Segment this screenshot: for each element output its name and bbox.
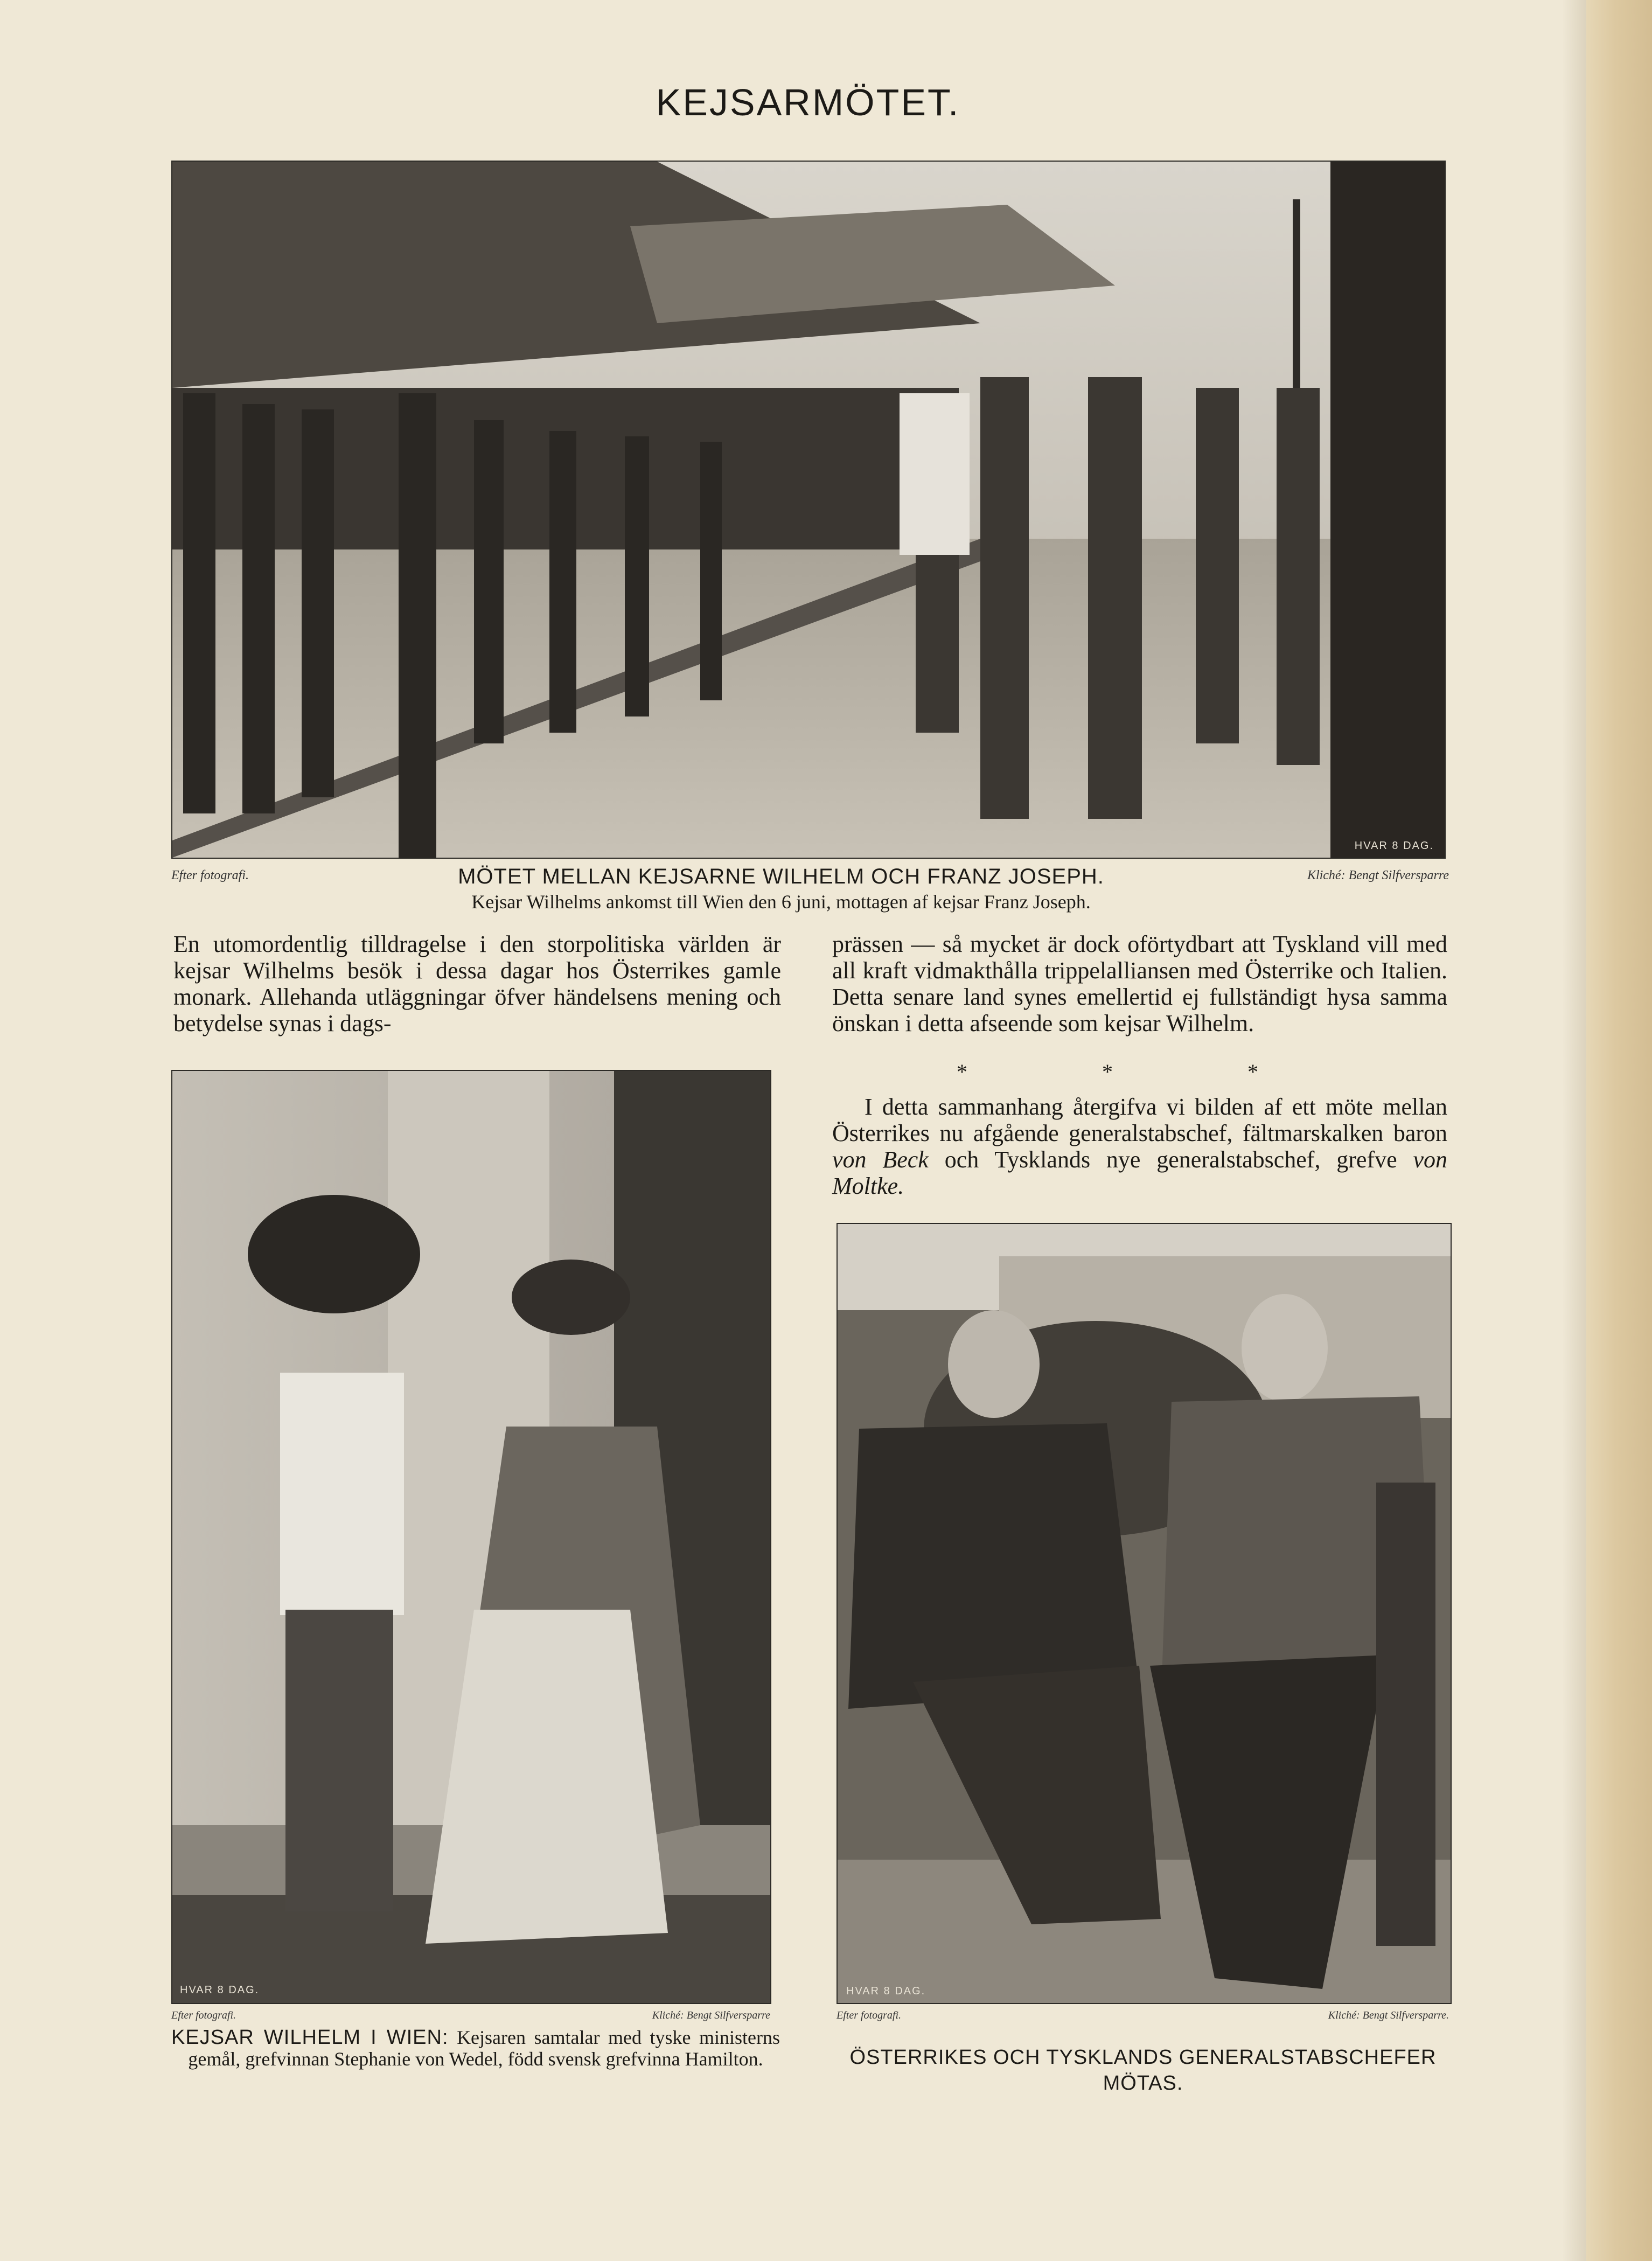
photo-chiefs-of-staff (837, 1223, 1452, 2004)
page-title: KEJSARMÖTET. (656, 81, 960, 123)
article-col2-para2 (832, 1094, 1447, 1199)
left-photo-caption (171, 2027, 780, 2070)
right-photo-credit-right: Kliché: Bengt Silfversparre. (1328, 2009, 1449, 2021)
left-photo-credit-right: Kliché: Bengt Silfversparre (652, 2009, 770, 2021)
right-photo-caption: ÖSTERRIKES OCH TYSKLANDS GENERALSTABSCHEFER MÖTAS. (849, 2046, 1437, 2095)
para2-text-a: I detta sammanhang återgifva vi bilden af ett möte mellan Österrikes nu afgående generalstabschef, fältmarskalken baron (832, 1094, 1447, 1146)
name-von-beck: von Beck (832, 1146, 929, 1173)
top-photo-credit-left: Efter fotografi. (171, 868, 249, 882)
para2-text-b: och Tysklands nye generalstabschef, grefve (944, 1146, 1397, 1173)
top-photo-caption-sub: Kejsar Wilhelms ankomst till Wien den 6 juni, mottagen af kejsar Franz Joseph. (471, 891, 1091, 913)
photo-watermark: HVAR 8 DAG. (1354, 840, 1434, 852)
photo-kaiser-wilhelm-vienna (171, 1070, 771, 2004)
top-photo-credit-right: Kliché: Bengt Silfversparre (1307, 868, 1449, 882)
article-col1-text: En utomordentlig tilldragelse i den storpolitiska världen är kejsar Wilhelms besök i dessa dagar hos Österrikes gamle monark. Allehanda utläggningar öfver händelsens mening och betydelse synas i dags- (173, 931, 781, 1036)
right-photo-credit-left: Efter fotografi. (837, 2009, 901, 2021)
left-photo-caption-lead: KEJSAR WILHELM I WIEN: (171, 2026, 449, 2049)
page-edge (1586, 0, 1652, 2261)
article-col2-text: prässen — så mycket är dock oförtydbart att Tyskland vill med all kraft vidmakthålla trippelalliansen med Österrike och Italien. Detta senare land synes emellertid ej fullständigt hysa samma önskan i detta afseende som kejsar Wilhelm. (832, 931, 1447, 1036)
page-gutter-shadow (1562, 0, 1589, 2261)
left-photo-credit-left: Efter fotografi. (171, 2009, 236, 2021)
photo-watermark: HVAR 8 DAG. (846, 1985, 926, 1997)
section-divider-stars: * * * (957, 1060, 1323, 1084)
top-photo-caption-title: MÖTET MELLAN KEJSARNE WILHELM OCH FRANZ JOSEPH. (458, 865, 1104, 888)
name-von-moltke: von Moltke. (832, 1146, 1448, 1199)
photo-emperors-meeting (171, 161, 1446, 859)
photo-watermark: HVAR 8 DAG. (180, 1984, 260, 1996)
left-photo-caption-rest: Kejsaren samtalar med tyske ministerns gemål, grefvinnan Stephanie von Wedel, född svensk grefvinna Hamilton. (188, 2027, 780, 2070)
